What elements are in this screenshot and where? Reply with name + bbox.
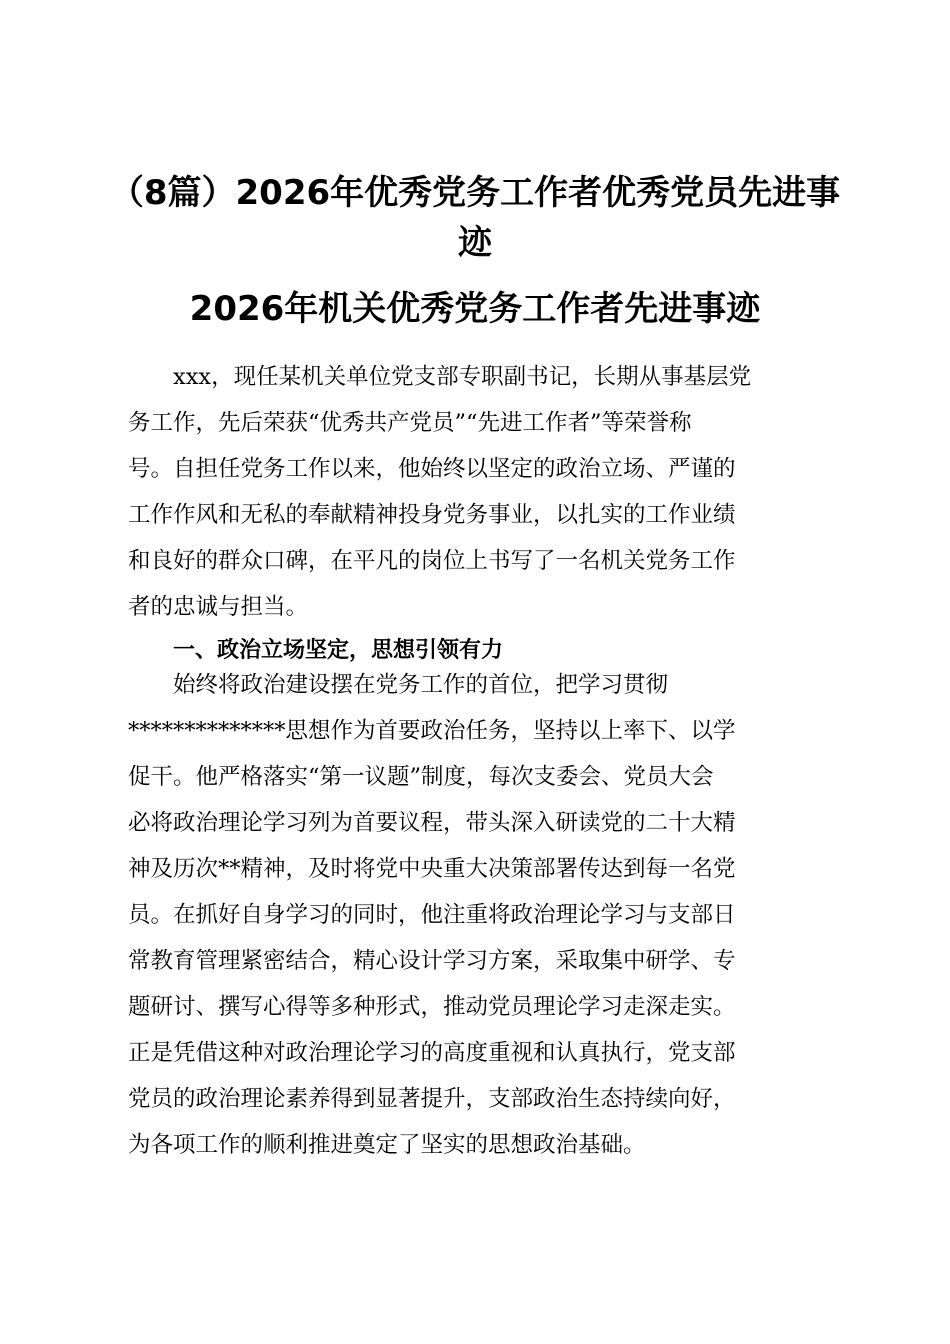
paragraph-line: 党员的政治理论素养得到显著提升，支部政治生态持续向好， bbox=[128, 1086, 736, 1112]
paragraph-line: 正是凭借这种对政治理论学习的高度重视和认真执行，党支部 bbox=[128, 1040, 736, 1066]
document-title bbox=[100, 168, 850, 268]
paragraph-line: **************思想作为首要政治任务，坚持以上率下、以学 bbox=[128, 718, 736, 744]
paragraph-line: xxx，现任某机关单位党支部专职副书记，长期从事基层党 bbox=[173, 364, 752, 390]
paragraph-line: 者的忠诚与担当。 bbox=[128, 594, 309, 620]
paragraph-line: 始终将政治建设摆在党务工作的首位，把学习贯彻 bbox=[173, 672, 669, 698]
document-title-text: （8篇）2026年优秀党务工作者优秀党员先进事迹 bbox=[109, 173, 841, 263]
paragraph-line: 号。自担任党务工作以来，他始终以坚定的政治立场、严谨的 bbox=[128, 456, 736, 482]
paragraph-line: 促干。他严格落实“第一议题”制度，每次支委会、党员大会 bbox=[128, 764, 714, 790]
paragraph-line: 为各项工作的顺利推进奠定了坚实的思想政治基础。 bbox=[128, 1132, 646, 1158]
paragraph-line: 员。在抓好自身学习的同时，他注重将政治理论学习与支部日 bbox=[128, 902, 736, 928]
paragraph-line: 神及历次**精神，及时将党中央重大决策部署传达到每一名党 bbox=[128, 856, 736, 882]
section1-paragraph bbox=[128, 662, 820, 1168]
section-heading-text: 一、政治立场坚定，思想引领有力 bbox=[173, 638, 504, 663]
paragraph-line: 工作作风和无私的奉献精神投身党务事业，以扎实的工作业绩 bbox=[128, 502, 736, 528]
paragraph-line: 题研讨、撰写心得等多种形式，推动党员理论学习走深走实。 bbox=[128, 994, 736, 1020]
paragraph-line: 务工作，先后荣获“优秀共产党员”“先进工作者”等荣誉称 bbox=[128, 410, 692, 436]
paragraph-line: 必将政治理论学习列为首要议程，带头深入研读党的二十大精 bbox=[128, 810, 736, 836]
paragraph-line: 和良好的群众口碑，在平凡的岗位上书写了一名机关党务工作 bbox=[128, 548, 736, 574]
article-subtitle: 2026年机关优秀党务工作者先进事迹 bbox=[189, 289, 761, 329]
intro-paragraph bbox=[128, 354, 820, 630]
paragraph-line: 常教育管理紧密结合，精心设计学习方案，采取集中研学、专 bbox=[128, 948, 736, 974]
